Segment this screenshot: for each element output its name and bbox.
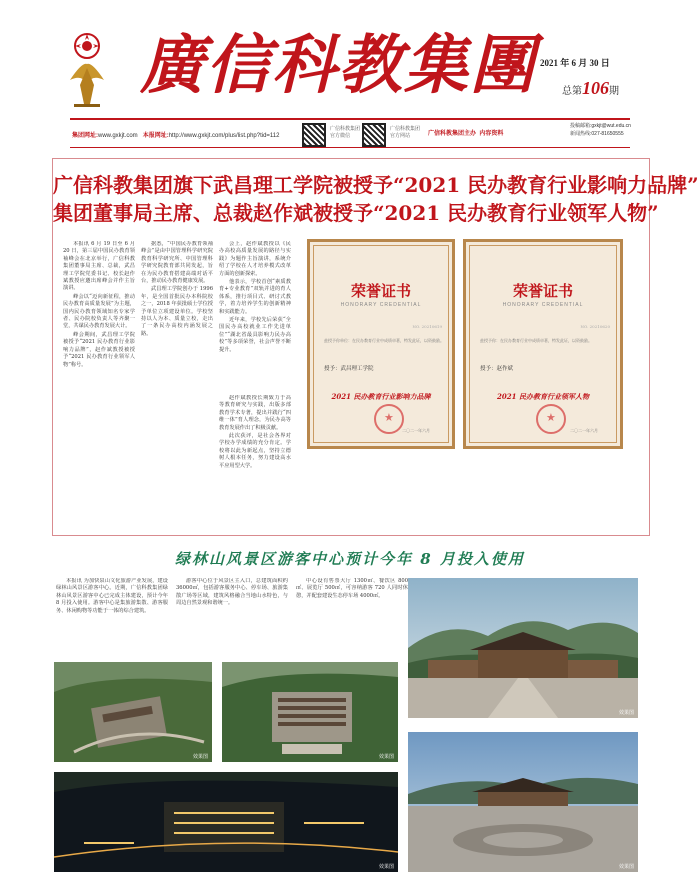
cert-subtitle: HONORARY CREDENTIAL	[502, 302, 584, 308]
photo-credit: 效果图	[378, 864, 394, 870]
phone-label: 新闻热线:	[570, 131, 592, 137]
cert-recipient: 授予：赵作斌	[480, 366, 514, 372]
aerial-rendering-2	[222, 662, 398, 762]
sec2-column-1	[56, 578, 168, 648]
photo-credit: 效果图	[192, 754, 208, 760]
wechat-qr-code[interactable]	[302, 123, 326, 147]
page-label: 本报网址:	[142, 133, 169, 139]
site-links	[72, 130, 279, 139]
site-label: 集团网址:	[72, 133, 98, 139]
masthead-title: 廣信科教集團	[140, 28, 536, 103]
sponsor-text: 广信科教集团主办	[428, 131, 477, 137]
headline-1: 广信科教集团旗下武昌理工学院被授予“2021 民办教育行业影响力品牌”	[53, 173, 699, 197]
phone-value: 027-81650555	[591, 131, 624, 137]
headline-panel	[52, 158, 699, 536]
site-url[interactable]: www.gxkjt.com	[98, 133, 138, 139]
cert-body: 兹授予你：在民办教育行业中成绩卓著，特发此证，以资鼓励。	[480, 338, 592, 343]
qr2-label: 广信科教集团 官方网站	[390, 126, 421, 139]
visitor-center-rendering-front	[408, 578, 638, 718]
cert-date: 二〇二一年六月	[570, 428, 598, 433]
cert-date: 二〇二一年六月	[402, 428, 430, 433]
article-column-3	[219, 241, 291, 391]
photo-credit: 效果图	[618, 710, 634, 716]
section2-title: 绿林山风景区游客中心预计今年 8 月投入使用	[175, 550, 525, 568]
email-value[interactable]: gxkjt@wut.edu.cn	[591, 123, 631, 129]
cert-award: 2021 民办教育行业影响力品牌	[331, 392, 431, 401]
cert-award: 2021 民办教育行业领军人物	[497, 392, 589, 401]
paragraph: 会上，赵作斌教授以《民办高校高质量发展的路径与实践》为题作主旨演讲，系统介绍了学校在人才培养模式改革方面的创新探索。	[219, 241, 291, 277]
aerial-rendering-1	[54, 662, 212, 762]
cert-subtitle: HONORARY CREDENTIAL	[340, 302, 422, 308]
honor-certificate-school	[307, 239, 455, 449]
honor-certificate-person	[463, 239, 623, 449]
qr1-label: 广信科教集团 官方微信	[330, 126, 361, 139]
website-qr-code[interactable]	[362, 123, 386, 147]
group-logo	[62, 30, 112, 110]
seal-icon	[374, 404, 404, 434]
sponsor-info	[428, 130, 578, 139]
cert-number: NO. 20210620	[580, 324, 610, 329]
paragraph: 据悉，“中国民办教育领袖峰会”是由中国管理科学研究院教育科学研究所、中国管理科学研究院教育部共同发起，旨在为民办教育搭建高端对话平台，推动民办教育健康发展。	[141, 241, 213, 285]
paragraph: 游客中心位于风景区主入口，总建筑面积约 36000㎡，包括游客服务中心、停车场、旅游集散广场等区域，建筑风格融合当地山水特色，与周边自然景观和谐统一。	[176, 578, 288, 607]
headline-2: 集团董事局主席、总裁赵作斌被授予“2021 民办教育行业领军人物”	[53, 201, 659, 225]
paragraph: 近年来，学校先后荣获“全国民办高校就业工作先进单位”“湖北省最具影响力民办高校”等多项荣誉，社会声誉不断提升。	[219, 317, 291, 353]
issue-number	[562, 78, 619, 99]
paragraph: 峰会期间，武昌理工学院被授予“2021 民办教育行业影响力品牌”，赵作斌教授被授予“2021 民办教育行业领军人物”称号。	[63, 331, 135, 368]
internal-text: 内容资料	[479, 131, 504, 137]
info-bar	[70, 118, 630, 148]
paragraph: 本报讯 为加快泉山文化旅游产业发展，建设绿林山风景区游客中心。近期，广信科教集团绿林山风景区游客中心已完成主体建设，预计今年 8 月投入使用。游客中心是集旅游集散、游客服务、休闲购物等功能于一体的综合建筑。	[56, 578, 168, 614]
cert-title: 荣誉证书	[512, 282, 573, 300]
cert-number: NO. 20210619	[412, 324, 442, 329]
paragraph: 峰会以“迈向新征程，推动民办教育高质量发展”为主题，国内民办教育领域知名专家学者、民办院校负责人等齐聚一堂，共谋民办教育发展大计。	[63, 293, 135, 330]
night-aerial-rendering	[54, 772, 398, 872]
paragraph: 武昌理工学院创办于 1996 年，是全国首批民办本科院校之一，2018 年获批硕士学位授予单位立项建设单位。学校坚持以人为本、质量立校，走出了一条民办高校内涵发展之路。	[141, 286, 213, 337]
article-column-2	[141, 241, 213, 531]
contact-info	[570, 122, 632, 138]
paragraph: 中心设有售票大厅 1300㎡、餐饮区 800㎡、展览厅 500㎡，可容纳游客 720 人同时休憩，并配套建设生态停车场 4000㎡。	[296, 578, 408, 599]
issue-date: 2021 年 6 月 30 日	[540, 58, 610, 68]
paragraph: 他表示，学校首创“素质教育+专业教育”双轨并进的育人体系，推行项目式、研讨式教学，着力培养学生的创新精神和实践能力。	[219, 279, 291, 315]
cert-recipient: 授予：武昌理工学院	[324, 366, 374, 372]
paragraph: 此次获评，是社会各界对学校办学成绩的充分肯定。学校将以此为新起点，坚持立德树人根本任务，努力建设高水平应用型大学。	[219, 433, 291, 469]
article-column-4	[219, 395, 291, 531]
issue-num: 106	[582, 78, 609, 98]
page-url[interactable]: http://www.gxkjt.com/plus/list.php?tid=112	[168, 133, 280, 139]
issue-prefix: 总第	[562, 86, 582, 97]
article-column-1	[63, 241, 135, 531]
sec2-column-3	[296, 578, 408, 648]
photo-credit: 效果图	[618, 864, 634, 870]
plaza-rendering	[408, 732, 638, 872]
paragraph: 赵作斌教授长期致力于高等教育研究与实践，出版多部教育学术专著，提出并践行“四维一体”育人理念，为民办高等教育发展作出了积极贡献。	[219, 395, 291, 431]
seal-icon	[536, 404, 566, 434]
photo-credit: 效果图	[378, 754, 394, 760]
cert-body: 兹授予你单位：在民办教育行业中成绩卓著，特发此证，以资鼓励。	[324, 338, 444, 343]
email-label: 投稿邮箱:	[570, 123, 592, 129]
sec2-column-2	[176, 578, 288, 648]
paragraph: 本报讯 6 月 19 日至 6 月 20 日，第三届中国民办教育领袖峰会在北京举行，广信科教集团董事局主席、总裁，武昌理工学院党委书记、校长赵作斌教授应邀出席峰会并作主旨演讲。	[63, 241, 135, 292]
cert-title: 荣誉证书	[350, 282, 411, 300]
issue-suffix: 期	[609, 86, 619, 97]
